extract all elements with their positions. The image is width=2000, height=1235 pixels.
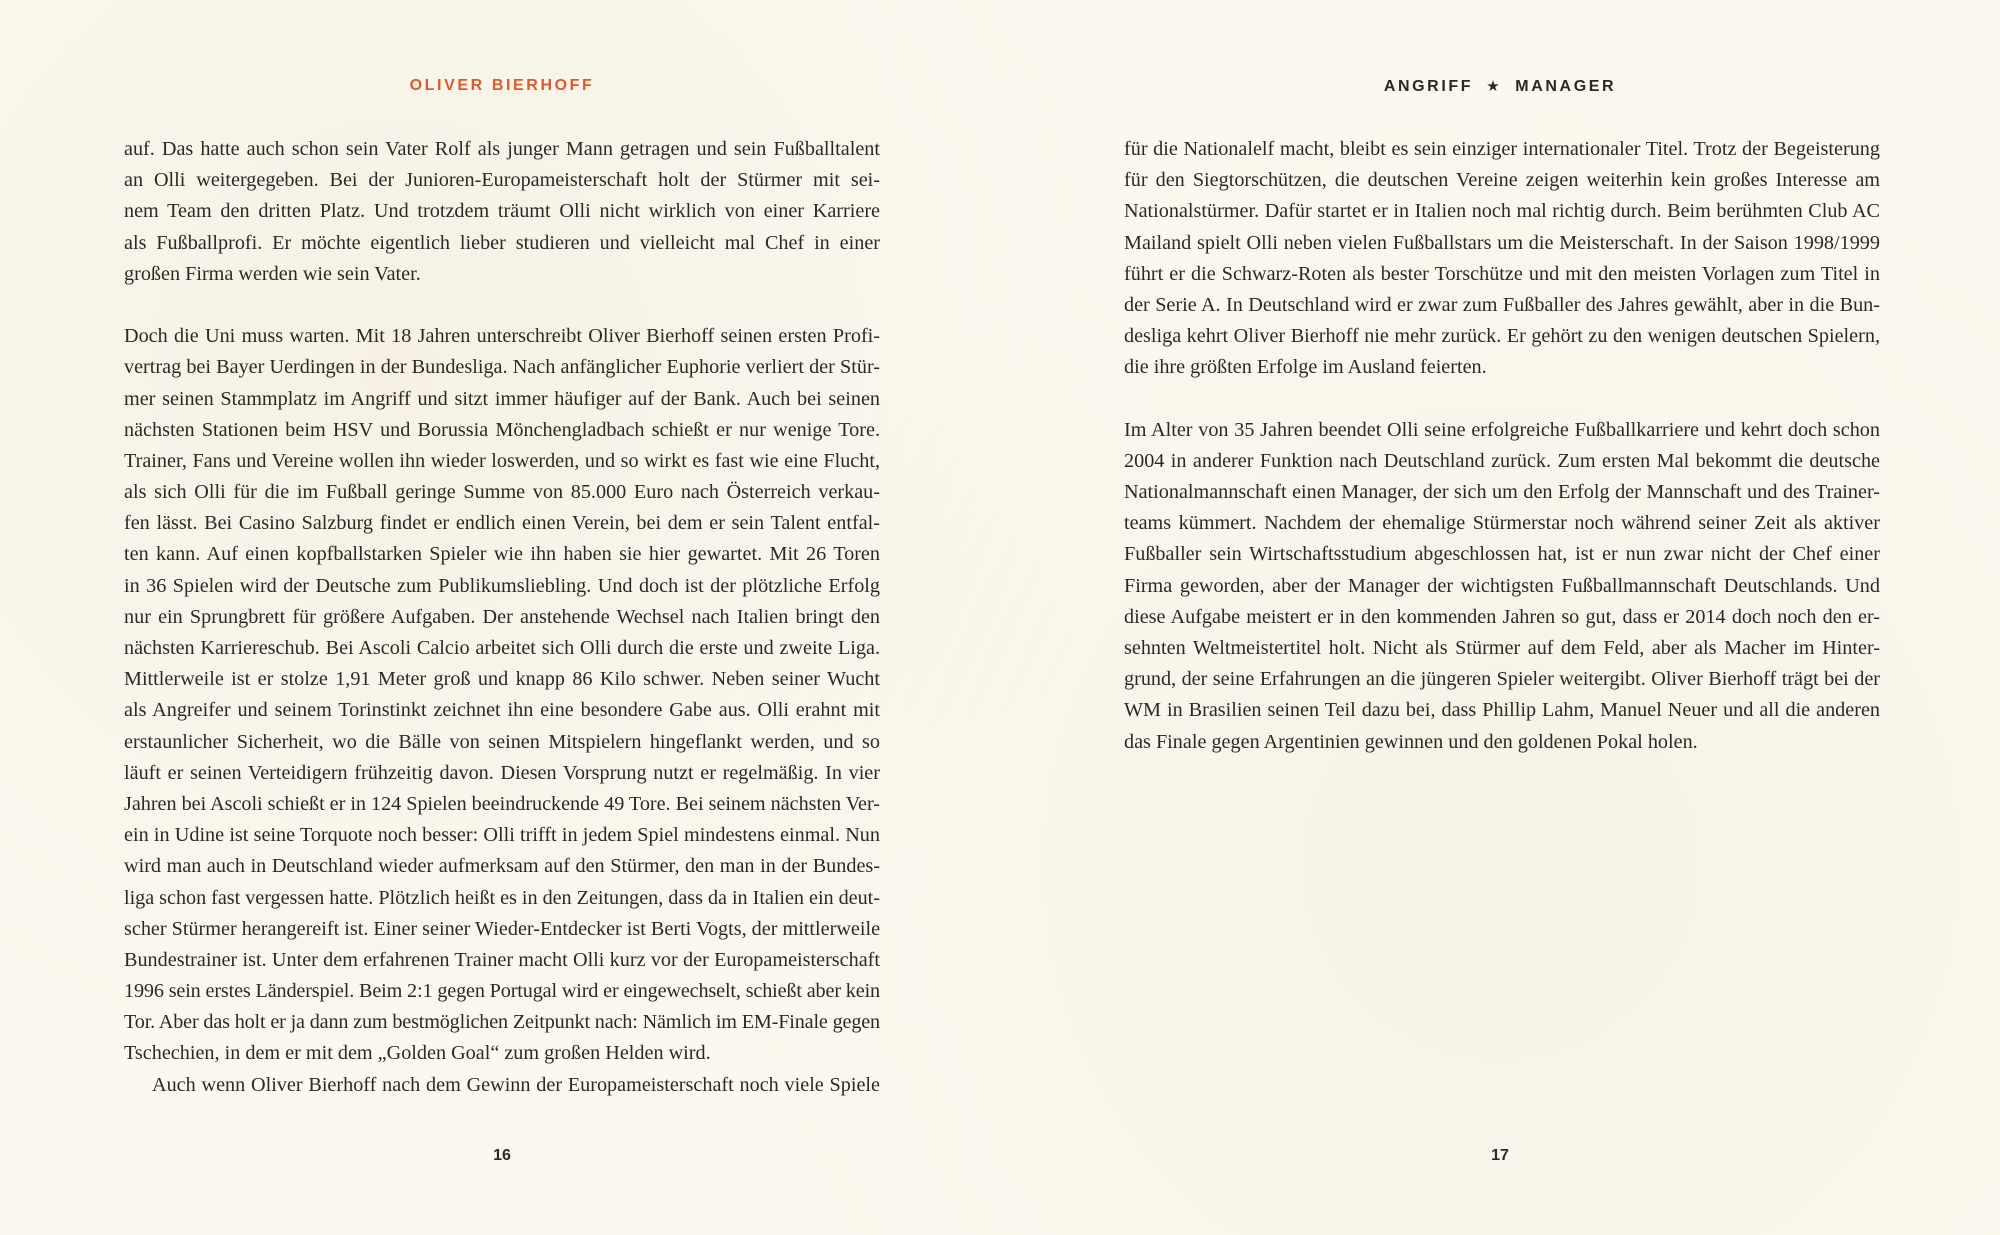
text-line: der Serie A. In Deutschland wird er zwar zum Fußballer des Jahres gewählt, aber in die Bun- bbox=[1124, 293, 1880, 316]
page-number-right: 17 bbox=[1491, 1147, 1509, 1164]
text-line: an Olli weitergegeben. Bei der Junioren-Europameisterschaft holt der Stürmer mit sei- bbox=[124, 169, 880, 192]
text-line: teams kümmert. Nachdem der ehemalige Stürmerstar noch während seiner Zeit als aktiver bbox=[1124, 512, 1880, 535]
text-line: erstaunlicher Sicherheit, wo die Bälle von seinen Mitspielern hingeflankt werden, und so bbox=[124, 730, 880, 753]
text-line: nur ein Sprungbrett für größere Aufgaben. Der anstehende Wechsel nach Italien bringt den bbox=[124, 605, 880, 628]
running-head-left: OLIVER BIERHOFF bbox=[409, 77, 595, 94]
text-line: auf. Das hatte auch schon sein Vater Rolf als junger Mann getragen und sein Fußballtalent bbox=[124, 138, 880, 160]
text-line: 2004 in anderer Funktion nach Deutschland zurück. Zum ersten Mal bekommt die deutsche bbox=[1124, 449, 1880, 472]
paragraph-gap bbox=[124, 290, 880, 321]
text-line: Bundestrainer ist. Unter dem erfahrenen Trainer macht Olli kurz vor der Europameisterschaft bbox=[124, 948, 880, 971]
text-line: Doch die Uni muss warten. Mit 18 Jahren unterschreibt Oliver Bierhoff seinen ersten Profi- bbox=[124, 325, 880, 348]
text-line: fen lässt. Bei Casino Salzburg findet er endlich einen Verein, bei dem er sein Talent entfal- bbox=[124, 512, 880, 535]
text-line: Auch wenn Oliver Bierhoff nach dem Gewinn der Europameisterschaft noch viele Spiele bbox=[152, 1073, 880, 1096]
text-line: Mittlerweile ist er stolze 1,91 Meter groß und knapp 86 Kilo schwer. Neben seiner Wucht bbox=[124, 668, 880, 691]
text-line: Jahren bei Ascoli schießt er in 124 Spielen beeindruckende 49 Tore. Bei seinem nächsten Ver- bbox=[124, 792, 880, 815]
text-line: Fußballer sein Wirtschaftsstudium abgeschlossen hat, ist er nun zwar nicht der Chef einer bbox=[1124, 543, 1880, 566]
running-head-section: ANGRIFF bbox=[1383, 78, 1474, 95]
page-number-left: 16 bbox=[493, 1147, 511, 1164]
text-line: grund, der seine Erfahrungen an die jüngeren Spieler weitergibt. Oliver Bierhoff trägt bei der bbox=[1124, 668, 1880, 691]
text-line: 1996 sein erstes Länderspiel. Beim 2:1 gegen Portugal wird er eingewechselt, schießt aber kein bbox=[124, 980, 880, 1003]
paragraph-gap bbox=[1124, 384, 1880, 415]
text-line: Tschechien, in dem er mit dem „Golden Goal“ zum großen Helden wird. bbox=[124, 1042, 711, 1065]
text-line: mer seinen Stammplatz im Angriff und sitzt immer häufiger auf der Bank. Auch bei seinen bbox=[124, 387, 880, 410]
right-page-text bbox=[1124, 134, 1880, 758]
text-line: desliga kehrt Oliver Bierhoff nie mehr zurück. Er gehört zu den wenigen deutschen Spielern, bbox=[1124, 325, 1880, 348]
text-line: diese Aufgabe meistert er in den kommenden Jahren so gut, dass er 2014 doch noch den er- bbox=[1124, 605, 1880, 628]
running-head-subsection: MANAGER bbox=[1515, 78, 1617, 95]
text-line: als Fußballprofi. Er möchte eigentlich lieber studieren und vielleicht mal Chef in einer bbox=[124, 231, 880, 254]
text-line: sehnten Weltmeistertitel holt. Nicht als Stürmer auf dem Feld, aber als Macher im Hinter- bbox=[1124, 637, 1880, 659]
text-line: läuft er seinen Verteidigern frühzeitig davon. Diesen Vorsprung nutzt er regelmäßig. In vier bbox=[124, 761, 880, 784]
text-line: Mailand spielt Olli neben vielen Fußballstars um die Meisterschaft. In der Saison 1998/1999 bbox=[1124, 231, 1880, 254]
star-icon: ★ bbox=[1486, 78, 1503, 95]
text-line: Nationalstürmer. Dafür startet er in Italien noch mal richtig durch. Beim berühmten Club AC bbox=[1124, 200, 1880, 223]
left-page-text bbox=[124, 134, 880, 1101]
text-line: in 36 Spielen wird der Deutsche zum Publikumsliebling. Und doch ist der plötzliche Erfolg bbox=[124, 574, 880, 597]
text-line: für den Siegtorschützen, die deutschen Vereine zeigen weiterhin kein großes Interesse am bbox=[1124, 169, 1880, 192]
right-page bbox=[1000, 0, 2000, 1235]
text-line: Trainer, Fans und Vereine wollen ihn wieder loswerden, und so wirkt es fast wie eine Flucht, bbox=[124, 449, 880, 472]
text-line: scher Stürmer herangereift ist. Einer seiner Wieder-Entdecker ist Berti Vogts, der mittlerweile bbox=[124, 917, 880, 940]
text-line: ein in Udine ist seine Torquote noch besser: Olli trifft in jedem Spiel mindestens einmal. Nun bbox=[124, 824, 880, 847]
text-line: führt er die Schwarz-Roten als bester Torschütze und mit den meisten Vorlagen zum Titel in bbox=[1124, 262, 1880, 285]
text-line: ten kann. Auf einen kopfballstarken Spieler wie ihn haben sie hier gewartet. Mit 26 Toren bbox=[124, 543, 880, 566]
text-line: als sich Olli für die im Fußball geringe Summe von 85.000 Euro nach Österreich verkau- bbox=[124, 481, 880, 504]
text-line: Im Alter von 35 Jahren beendet Olli seine erfolgreiche Fußballkarriere und kehrt doch schon bbox=[1124, 418, 1880, 441]
text-line: die ihre größten Erfolge im Ausland feierten. bbox=[1124, 356, 1487, 379]
text-line: nächsten Karriereschub. Bei Ascoli Calcio arbeitet sich Olli durch die erste und zweite Liga. bbox=[124, 637, 880, 659]
text-line: das Finale gegen Argentinien gewinnen und den goldenen Pokal holen. bbox=[1124, 730, 1698, 753]
text-line: Nationalmannschaft einen Manager, der sich um den Erfolg der Mannschaft und des Trainer- bbox=[1124, 481, 1880, 504]
running-head-right bbox=[1124, 77, 1876, 96]
text-line: nächsten Stationen beim HSV und Borussia Mönchengladbach schießt er nur wenige Tore. bbox=[124, 418, 880, 441]
text-line: wird man auch in Deutschland wieder aufmerksam auf den Stürmer, den man in der Bundes- bbox=[124, 855, 880, 878]
text-line: Firma geworden, aber der Manager der wichtigsten Fußballmannschaft Deutschlands. Und bbox=[1124, 574, 1880, 597]
text-line: WM in Brasilien seinen Teil dazu bei, dass Phillip Lahm, Manuel Neuer und all die anderen bbox=[1124, 699, 1880, 722]
text-line: großen Firma werden wie sein Vater. bbox=[124, 262, 421, 285]
text-line: als Angreifer und seinem Torinstinkt zeichnet ihn eine besondere Gabe aus. Olli erahnt mit bbox=[124, 699, 880, 722]
text-line: für die Nationalelf macht, bleibt es sein einziger internationaler Titel. Trotz der Begeisterung bbox=[1124, 138, 1880, 160]
text-line: vertrag bei Bayer Uerdingen in der Bundesliga. Nach anfänglicher Euphorie verliert der Stür- bbox=[124, 356, 880, 379]
text-line: liga schon fast vergessen hatte. Plötzlich heißt es in den Zeitungen, dass da in Italien ein deut- bbox=[124, 886, 880, 909]
text-line: Tor. Aber das holt er ja dann zum bestmöglichen Zeitpunkt nach: Nämlich im EM-Finale gegen bbox=[124, 1011, 880, 1034]
text-line: nem Team den dritten Platz. Und trotzdem träumt Olli nicht wirklich von einer Karriere bbox=[124, 200, 880, 223]
